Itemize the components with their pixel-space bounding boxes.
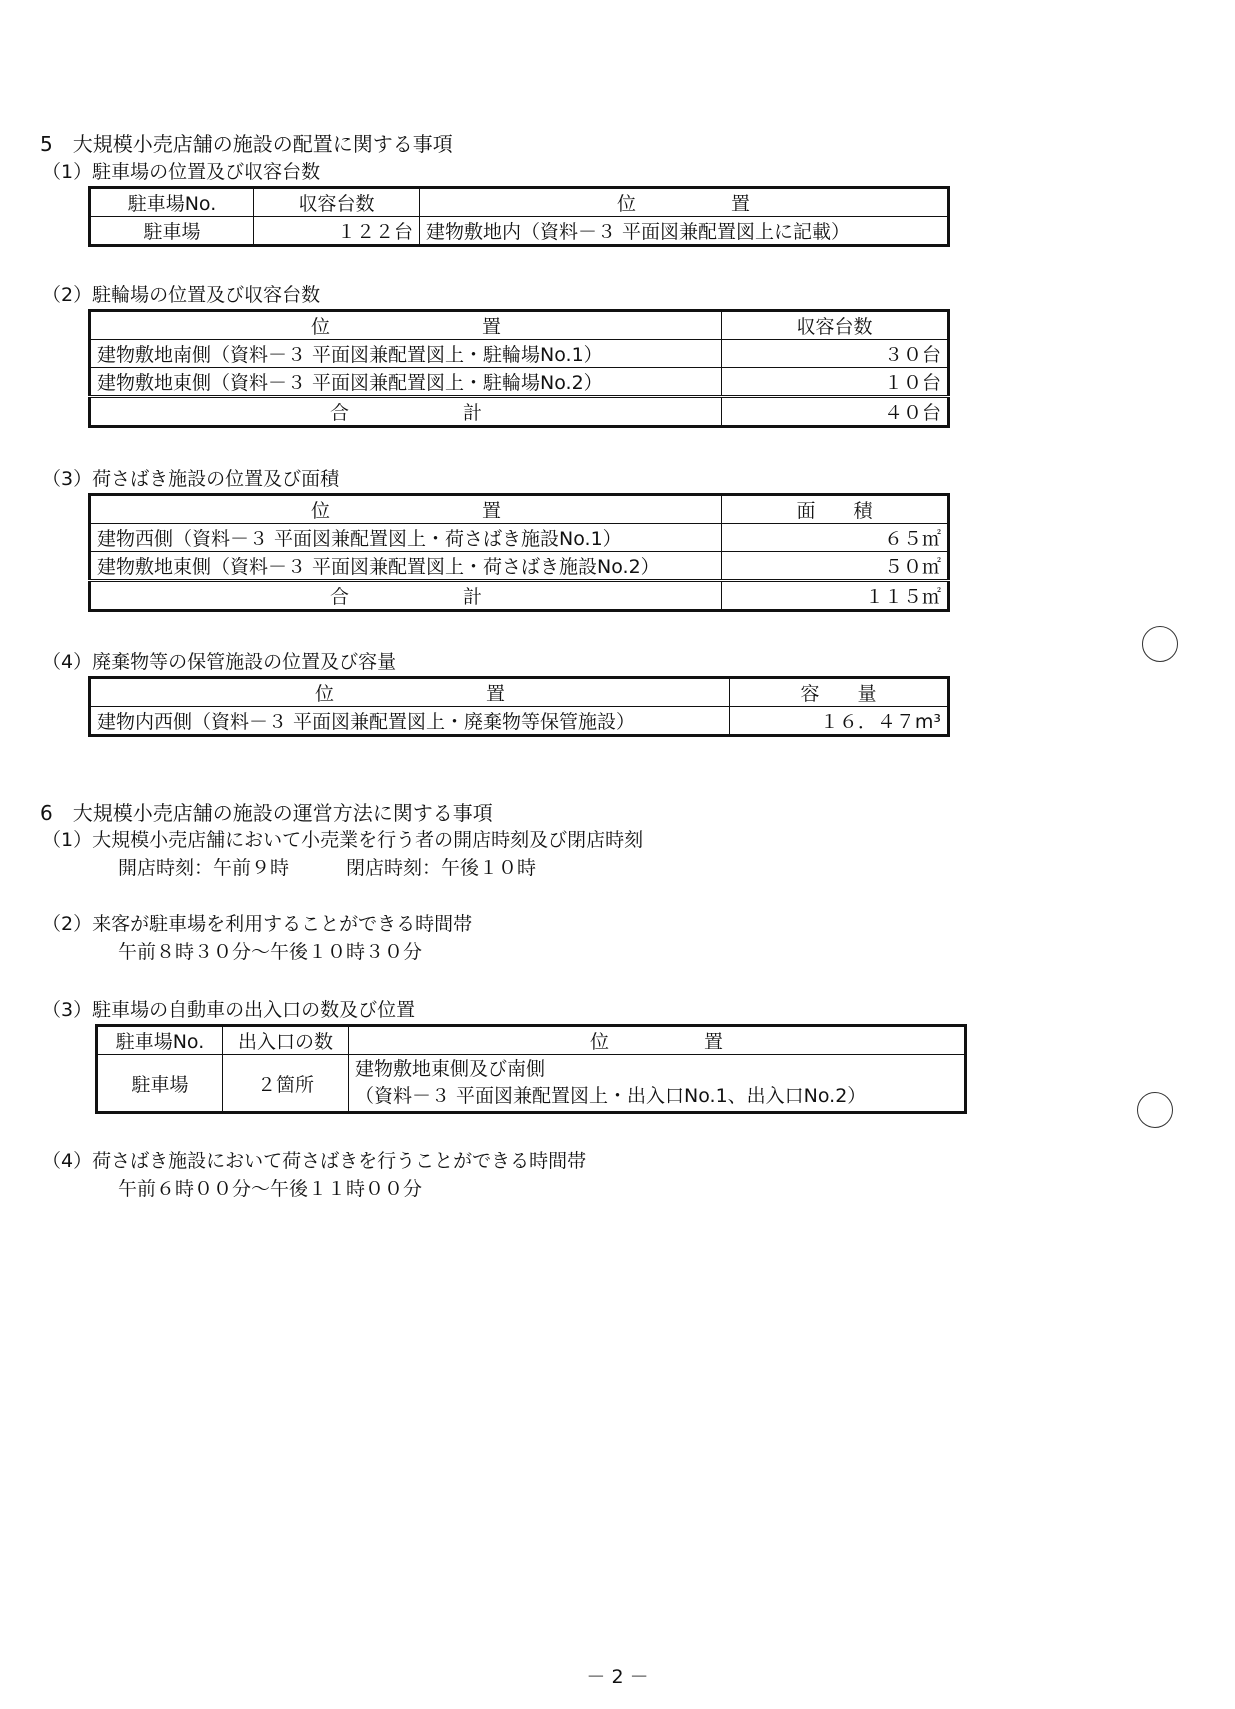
bicycle-header-position: 位 置 xyxy=(90,311,722,340)
section6-sub1-text: 開店時刻：午前９時 閉店時刻：午後１０時 xyxy=(118,857,537,879)
waste-header-capacity: 容 量 xyxy=(730,678,949,707)
section5-sub2-title: （2）駐輪場の位置及び収容台数 xyxy=(42,284,321,306)
section6-sub2-text: 午前８時３０分～午後１０時３０分 xyxy=(118,941,423,963)
section5-sub4-title: （4）廃棄物等の保管施設の位置及び容量 xyxy=(42,651,397,673)
parking-header-capacity: 収容台数 xyxy=(254,188,420,217)
bicycle-row-1-capacity: ３０台 xyxy=(722,340,949,368)
parking-header-no: 駐車場No. xyxy=(90,188,254,217)
section5-sub3-title: （3）荷さばき施設の位置及び面積 xyxy=(42,468,340,490)
parking-row-capacity: １２２台 xyxy=(254,217,420,246)
section6-sub1-title: （1）大規模小売店舗において小売業を行う者の開店時刻及び閉店時刻 xyxy=(42,829,644,851)
loading-total-value: １１５㎡ xyxy=(722,581,949,611)
waste-row-position: 建物内西側（資料－３ 平面図兼配置図上・廃棄物等保管施設） xyxy=(90,707,730,736)
section6-sub2-title: （2）来客が駐車場を利用することができる時間帯 xyxy=(42,913,473,935)
bicycle-total-label: 合 計 xyxy=(90,397,722,427)
page-number: － 2 － xyxy=(586,1666,649,1688)
entrance-row-position xyxy=(349,1055,966,1113)
loading-row-1-area: ６５㎡ xyxy=(722,524,949,552)
loading-total-label: 合 計 xyxy=(90,581,722,611)
entrance-header-no: 駐車場No. xyxy=(97,1026,223,1055)
parking-row-name: 駐車場 xyxy=(90,217,254,246)
entrance-header-position: 位 置 xyxy=(349,1026,966,1055)
loading-row-1-position: 建物西側（資料－３ 平面図兼配置図上・荷さばき施設No.1） xyxy=(90,524,722,552)
entrance-position-line1: 建物敷地東側及び南側 xyxy=(355,1058,546,1081)
margin-circle-mark xyxy=(1142,626,1178,662)
entrance-position-line2: （資料－３ 平面図兼配置図上・出入口No.1、出入口No.2） xyxy=(355,1085,867,1107)
waste-header-position: 位 置 xyxy=(90,678,730,707)
parking-table xyxy=(88,186,950,247)
loading-header-area: 面 積 xyxy=(722,495,949,524)
margin-circle-mark xyxy=(1137,1092,1173,1128)
section6-sub4-title: （4）荷さばき施設において荷さばきを行うことができる時間帯 xyxy=(42,1150,587,1172)
bicycle-total-value: ４０台 xyxy=(722,397,949,427)
loading-row-2-position: 建物敷地東側（資料－３ 平面図兼配置図上・荷さばき施設No.2） xyxy=(90,552,722,581)
bicycle-header-capacity: 収容台数 xyxy=(722,311,949,340)
bicycle-row-1-position: 建物敷地南側（資料－３ 平面図兼配置図上・駐輪場No.1） xyxy=(90,340,722,368)
loading-header-position: 位 置 xyxy=(90,495,722,524)
entrance-row-count: ２箇所 xyxy=(223,1055,349,1113)
loading-table xyxy=(88,493,950,612)
bicycle-row-2-capacity: １０台 xyxy=(722,368,949,397)
section6-sub3-title: （3）駐車場の自動車の出入口の数及び位置 xyxy=(42,999,416,1021)
parking-row-position: 建物敷地内（資料－３ 平面図兼配置図上に記載） xyxy=(420,217,949,246)
bicycle-row-2-position: 建物敷地東側（資料－３ 平面図兼配置図上・駐輪場No.2） xyxy=(90,368,722,397)
entrance-table xyxy=(95,1024,967,1114)
section6-sub4-text: 午前６時００分～午後１１時００分 xyxy=(118,1178,423,1200)
bicycle-table xyxy=(88,309,950,428)
entrance-header-count: 出入口の数 xyxy=(223,1026,349,1055)
entrance-row-name: 駐車場 xyxy=(97,1055,223,1113)
section5-sub1-title: （1）駐車場の位置及び収容台数 xyxy=(42,161,321,183)
waste-row-capacity: １６．４７m³ xyxy=(730,707,949,736)
waste-table xyxy=(88,676,950,737)
parking-header-position: 位 置 xyxy=(420,188,949,217)
section6-title: 6 大規模小売店舗の施設の運営方法に関する事項 xyxy=(40,801,493,825)
loading-row-2-area: ５０㎡ xyxy=(722,552,949,581)
section5-title: 5 大規模小売店舗の施設の配置に関する事項 xyxy=(40,132,453,156)
